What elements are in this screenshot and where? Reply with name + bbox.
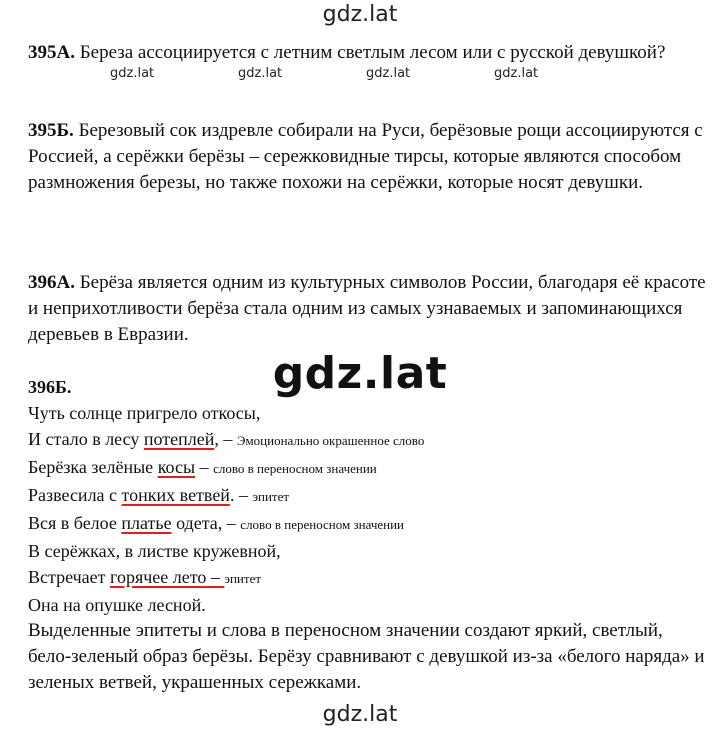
- poem-line: В серёжках, в листве кружевной,: [28, 541, 281, 561]
- exercise-396a: [28, 270, 708, 348]
- poem-text: Вся в белое: [28, 513, 122, 533]
- watermark-top: gdz.lat: [322, 2, 398, 27]
- watermark-small: gdz.lat: [238, 66, 283, 81]
- poem-line: [28, 454, 708, 482]
- watermark-small: gdz.lat: [494, 66, 539, 81]
- highlighted-word: платье: [121, 513, 172, 533]
- watermark-middle: gdz.lat: [272, 348, 448, 399]
- poem-line: [28, 426, 708, 454]
- poem-text: . –: [229, 485, 253, 505]
- poem-line: [28, 510, 708, 538]
- poem-text: Развесила с: [28, 485, 122, 505]
- exercise-text: Береза ассоциируется с летним светлым лесом или с русской девушкой?: [74, 42, 666, 63]
- annotation: эпитет: [224, 571, 262, 586]
- highlighted-word: горячее лето: [110, 567, 207, 587]
- exercise-text: Берёза является одним из культурных символов России, благодаря её красоте и неприхотливости берёза стала одним из самых узнаваемых и запоминающихся деревьев в Евразии.: [28, 272, 706, 345]
- exercise-text: Березовый сок издревле собирали на Руси, берёзовые рощи ассоциируются с Россией, а серёжки берёзы – сережковидные тирсы, которые являются способом размножения березы, но также похожи на серёжки, которые носят девушки.: [28, 120, 703, 193]
- highlighted-word: тонких ветвей: [121, 485, 230, 505]
- annotation: Эмоционально окрашенное слово: [236, 433, 425, 448]
- exercise-395b: [28, 118, 708, 196]
- watermark-bottom: gdz.lat: [322, 702, 398, 727]
- poem-text: –: [195, 457, 214, 477]
- poem-text: одета, –: [171, 513, 241, 533]
- poem-line: [28, 564, 708, 592]
- poem-line: [28, 482, 708, 510]
- exercise-395a: [28, 40, 708, 66]
- poem-text: И стало в лесу: [28, 429, 144, 449]
- exercise-number: 395А.: [28, 42, 75, 63]
- annotation: слово в переносном значении: [240, 517, 404, 532]
- conclusion-paragraph: Выделенные эпитеты и слова в переносном значении создают яркий, светлый, бело-зеленый образ берёзы. Берёзу сравнивают с девушкой из-за «белого наряда» и зеленых ветвей, украшенных сережками.: [28, 620, 705, 693]
- poem-text: –: [206, 567, 225, 587]
- poem-line: Она на опушке лесной.: [28, 595, 206, 615]
- highlighted-word: потеплей: [143, 429, 215, 449]
- exercise-396b: [28, 374, 708, 696]
- annotation: слово в переносном значении: [213, 461, 377, 476]
- poem-line: Чуть солнце пригрело откосы,: [28, 403, 261, 423]
- watermark-small: gdz.lat: [366, 66, 411, 81]
- poem-text: , –: [214, 429, 237, 449]
- exercise-number: 396Б.: [28, 377, 72, 397]
- highlighted-word: косы: [157, 457, 196, 477]
- watermark-small: gdz.lat: [110, 66, 155, 81]
- annotation: эпитет: [252, 489, 290, 504]
- poem-text: Встречает: [28, 567, 111, 587]
- exercise-number: 396А.: [28, 272, 75, 293]
- exercise-number: 395Б.: [28, 120, 74, 141]
- poem-text: Берёзка зелёные: [28, 457, 158, 477]
